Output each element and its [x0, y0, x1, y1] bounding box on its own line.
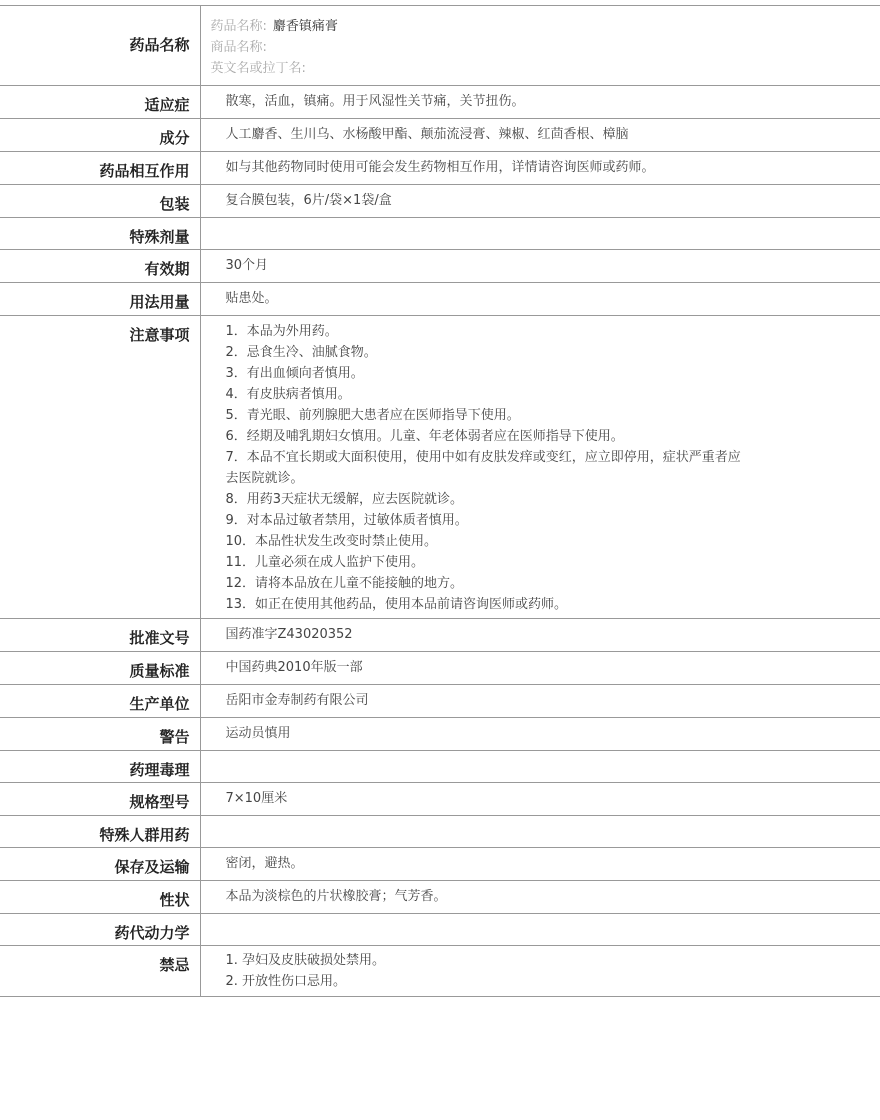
row-approval — [0, 619, 880, 652]
notes-item: 1．本品为外用药。 — [225, 324, 338, 339]
label-standard: 质量标准 — [0, 652, 200, 685]
row-validity — [0, 250, 880, 283]
row-drug-name — [0, 6, 880, 86]
row-contraindications — [0, 946, 880, 997]
value-manufacturer: 岳阳市金寿制药有限公司 — [200, 685, 880, 718]
row-pharmacokinetics — [0, 914, 880, 946]
notes-item: 11．儿童必须在成人监护下使用。 — [225, 555, 425, 570]
label-validity: 有效期 — [0, 250, 200, 283]
notes-item: 3．有出血倾向者慎用。 — [225, 366, 364, 381]
value-pharmacokinetics — [200, 914, 880, 946]
row-ingredients — [0, 119, 880, 152]
value-toxicology — [200, 751, 880, 783]
notes-item: 2．忌食生冷、油腻食物。 — [225, 345, 377, 360]
label-notes: 注意事项 — [0, 316, 200, 619]
drug-name-value: 麝香镇痛膏 — [272, 19, 338, 34]
notes-item: 5．青光眼、前列腺肥大患者应在医师指导下使用。 — [225, 408, 520, 423]
value-package: 复合膜包装，6片/袋×1袋/盒 — [200, 185, 880, 218]
label-interaction: 药品相互作用 — [0, 152, 200, 185]
value-appearance: 本品为淡棕色的片状橡胶膏；气芳香。 — [200, 881, 880, 914]
notes-item: 9．对本品过敏者禁用，过敏体质者慎用。 — [225, 513, 468, 528]
row-interaction — [0, 152, 880, 185]
label-approval: 批准文号 — [0, 619, 200, 652]
notes-list — [200, 316, 880, 619]
label-manufacturer: 生产单位 — [0, 685, 200, 718]
label-toxicology: 药理毒理 — [0, 751, 200, 783]
label-indication: 适应症 — [0, 86, 200, 119]
notes-item: 6．经期及哺乳期妇女慎用。儿童、年老体弱者应在医师指导下使用。 — [225, 429, 624, 444]
label-usage: 用法用量 — [0, 283, 200, 316]
row-appearance — [0, 881, 880, 914]
row-special-dosage — [0, 218, 880, 250]
row-indication — [0, 86, 880, 119]
row-package — [0, 185, 880, 218]
trade-name-key: 商品名称: — [210, 40, 267, 55]
english-name-key: 英文名或拉丁名: — [210, 61, 306, 76]
row-storage — [0, 848, 880, 881]
notes-item: 10．本品性状发生改变时禁止使用。 — [225, 534, 438, 549]
row-warning — [0, 718, 880, 751]
label-storage: 保存及运输 — [0, 848, 200, 881]
value-standard: 中国药典2010年版一部 — [200, 652, 880, 685]
notes-item: 12．请将本品放在儿童不能接触的地方。 — [225, 576, 464, 591]
value-storage: 密闭，避热。 — [200, 848, 880, 881]
trade-name-line — [211, 37, 880, 58]
value-validity: 30个月 — [200, 250, 880, 283]
contraindication-item: 1. 孕妇及皮肤破损处禁用。 — [225, 953, 386, 968]
notes-item: 去医院就诊。 — [225, 471, 304, 486]
contraindications-list — [200, 946, 880, 997]
notes-item: 13．如正在使用其他药品，使用本品前请咨询医师或药师。 — [225, 597, 568, 612]
contraindication-item: 2. 开放性伤口忌用。 — [225, 974, 347, 989]
value-warning: 运动员慎用 — [200, 718, 880, 751]
notes-item: 7．本品不宜长期或大面积使用，使用中如有皮肤发痒或变红，应立即停用，症状严重者应 — [225, 450, 741, 465]
row-usage — [0, 283, 880, 316]
value-special-dosage — [200, 218, 880, 250]
label-pharmacokinetics: 药代动力学 — [0, 914, 200, 946]
value-special-groups — [200, 816, 880, 848]
value-interaction: 如与其他药物同时使用可能会发生药物相互作用，详情请咨询医师或药师。 — [200, 152, 880, 185]
value-spec: 7×10厘米 — [200, 783, 880, 816]
drug-spec-table — [0, 5, 880, 997]
value-ingredients: 人工麝香、生川乌、水杨酸甲酯、颠茄流浸膏、辣椒、红茴香根、樟脑 — [200, 119, 880, 152]
label-special-dosage: 特殊剂量 — [0, 218, 200, 250]
english-name-line — [211, 58, 880, 79]
row-special-groups — [0, 816, 880, 848]
row-spec — [0, 783, 880, 816]
label-spec: 规格型号 — [0, 783, 200, 816]
row-toxicology — [0, 751, 880, 783]
label-package: 包装 — [0, 185, 200, 218]
value-indication: 散寒，活血，镇痛。用于风湿性关节痛，关节扭伤。 — [200, 86, 880, 119]
row-manufacturer — [0, 685, 880, 718]
notes-item: 8．用药3天症状无缓解，应去医院就诊。 — [225, 492, 464, 507]
drug-name-line — [211, 16, 880, 37]
label-warning: 警告 — [0, 718, 200, 751]
label-ingredients: 成分 — [0, 119, 200, 152]
row-standard — [0, 652, 880, 685]
row-notes — [0, 316, 880, 619]
notes-item: 4．有皮肤病者慎用。 — [225, 387, 351, 402]
label-contraindications: 禁忌 — [0, 946, 200, 997]
drug-name-block — [200, 6, 880, 86]
label-drug-name: 药品名称 — [0, 6, 200, 86]
drug-name-key: 药品名称: — [210, 19, 267, 34]
label-appearance: 性状 — [0, 881, 200, 914]
label-special-groups: 特殊人群用药 — [0, 816, 200, 848]
value-usage: 贴患处。 — [200, 283, 880, 316]
value-approval: 国药准字Z43020352 — [200, 619, 880, 652]
